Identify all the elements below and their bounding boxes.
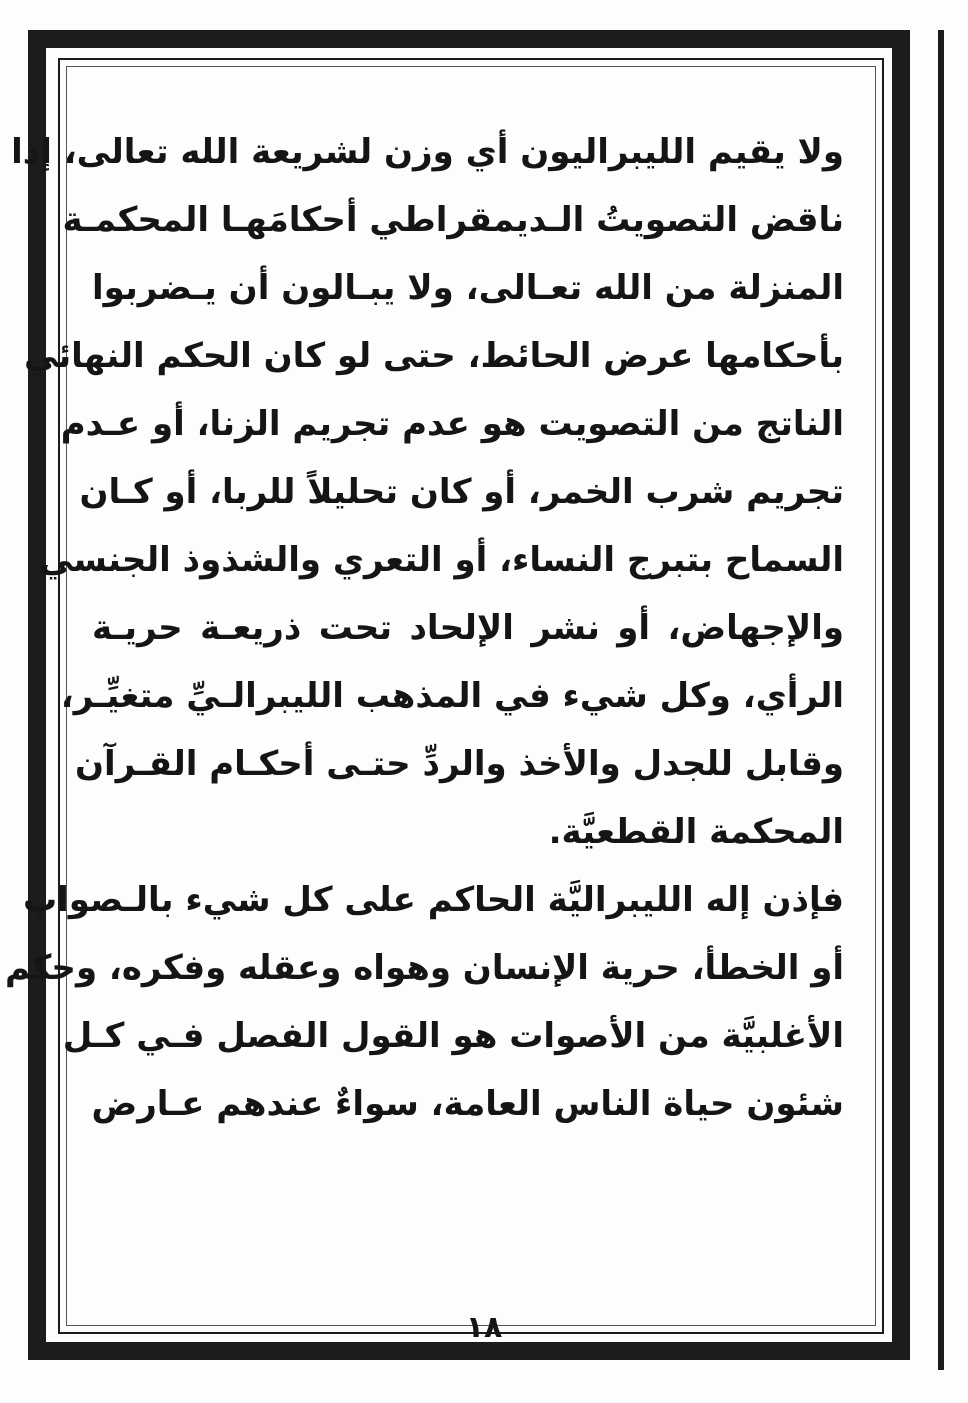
text-line: الأغلبيَّة من الأصوات هو القول الفصل فـي كـل [62,1016,844,1056]
text-line: المنزلة من الله تعـالى، ولا يبـالون أن يـضربوا [92,268,844,308]
paragraph-1 [11,118,844,866]
text-line: الرأي، وكل شيء في المذهب الليبرالـيِّ متغيِّـر، [60,676,844,716]
text-line: فإذن إله الليبراليَّة الحاكم على كل شيء بالـصواب [22,880,844,920]
text-line: السماح بتبرج النساء، أو التعري والشذوذ الجنسي [38,540,844,580]
text-line: وقابل للجدل والأخذ والردِّ حتـى أحكـام القـرآن [75,744,844,784]
text-line: المحكمة القطعيَّة. [548,812,844,852]
text-line: ولا يقيم الليبراليون أي وزن لشريعة الله تعالى، إذا [11,132,844,172]
decorative-side-stripe [938,30,944,1370]
body-text [5,118,844,1138]
paragraph-2 [5,866,844,1138]
text-line: بأحكامها عرض الحائط، حتى لو كان الحكم النهائي [23,336,844,376]
page-number: ١٨ [465,1310,503,1345]
text-line: والإجهاض، أو نشر الإلحاد تحت ذريعـة حريـة [92,608,844,648]
text-line: شئون حياة الناس العامة، سواءٌ عندهم عـارض [91,1084,844,1124]
text-line: ناقض التصويتُ الـديمقراطي أحكامَهـا المحكمـة [62,200,844,240]
text-line: الناتج من التصويت هو عدم تجريم الزنا، أو عـدم [60,404,844,444]
text-line: أو الخطأ، حرية الإنسان وهواه وعقله وفكره، وحكم [5,948,844,988]
text-line: تجريم شرب الخمر، أو كان تحليلاً للربا، أو كـان [79,472,844,512]
